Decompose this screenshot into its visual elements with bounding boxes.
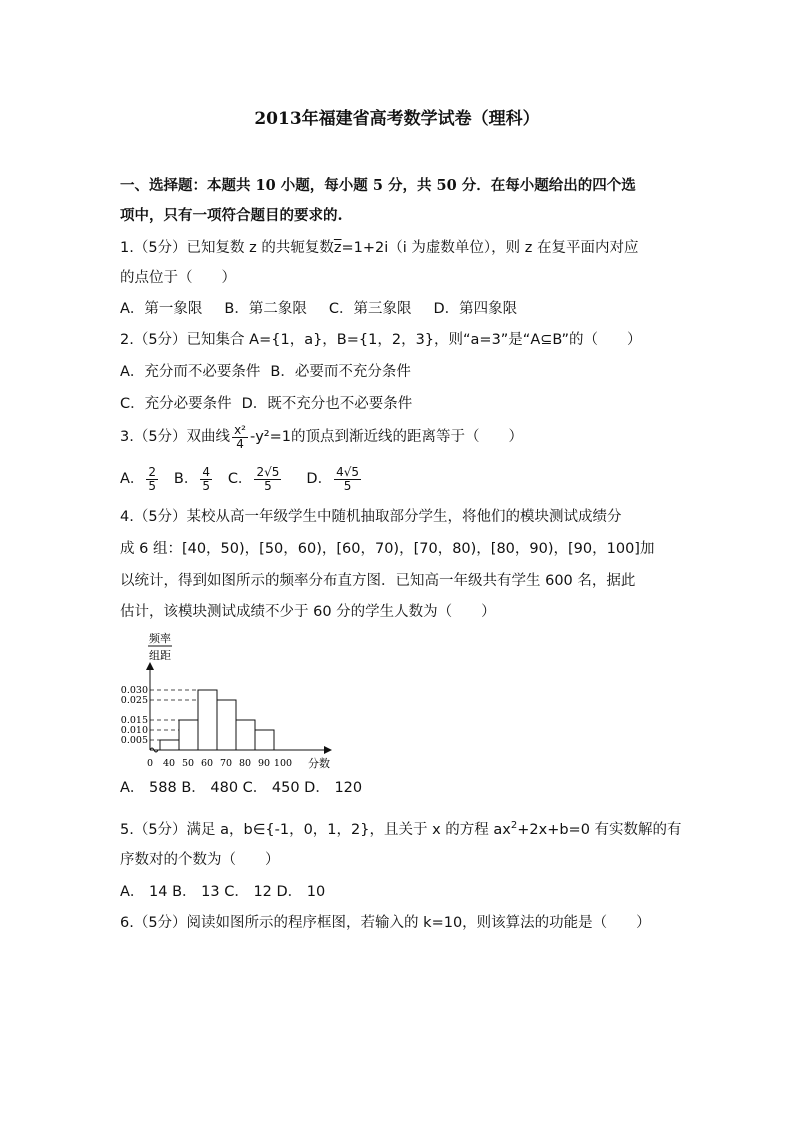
q1-option-b: B．第二象限 [224, 301, 307, 317]
x-origin-label: 0 [146, 758, 154, 769]
q4-line2: 成 6 组：[40，50)，[50，60)，[60，70)，[70，80)，[80，90)，[90，100]加 [120, 541, 655, 557]
xtick-label: 70 [219, 758, 233, 769]
q6-line1: 6.（5分）阅读如图所示的程序框图，若输入的 k=10，则该算法的功能是（ ） [120, 915, 651, 931]
q3-fraction: $\frac{\text{x²}}{4}$ [234, 422, 246, 451]
q1-options [120, 299, 539, 319]
q3-option-c: C． $\frac{2√5}{5}$ [227, 464, 280, 493]
q3-option-d: D． $\frac{4√5}{5}$ [306, 464, 359, 493]
ytick-label: 0.030 [120, 685, 148, 696]
q4-line4: 估计，该模块测试成绩不少于 60 分的学生人数为（ ） [120, 604, 496, 620]
ytick-label: 0.010 [120, 725, 148, 736]
frequency-histogram [112, 628, 342, 776]
q4-options: A． 588 B． 480 C． 450 D． 120 [120, 780, 363, 796]
ylabel-bottom: 组距 [149, 649, 171, 662]
ylabel-top: 频率 [149, 632, 171, 645]
xtick-label: 60 [200, 758, 214, 769]
q5-options: A． 14 B． 13 C． 12 D． 10 [120, 884, 326, 900]
xtick-label: 40 [162, 758, 176, 769]
histogram-bar [255, 730, 274, 750]
q4-line3: 以统计，得到如图所示的频率分布直方图．已知高一年级共有学生 600 名，据此 [120, 573, 636, 589]
y-axis-arrow [146, 662, 154, 670]
page-title: 2013年福建省高考数学试卷（理科） [254, 109, 540, 129]
section-heading-line1: 一、选择题：本题共 10 小题，每小题 5 分，共 50 分．在每小题给出的四个选 [120, 177, 636, 194]
q1-option-a: A．第一象限 [120, 301, 203, 317]
q3-line1: 3.（5分）双曲线 $\frac{\text{x²}}{4}$ -y²=1的顶点到渐近线的距离等于（ ） [120, 422, 523, 451]
q2-option-c: C．充分必要条件 [120, 396, 232, 412]
q3-options [120, 462, 363, 496]
q5-line1: 5.（5分）满足 a，b∈{-1，0，1，2}，且关于 x 的方程 $ax^2+2x+b=0$ 有实数解的有 [120, 820, 682, 838]
q2-option-b: B．必要而不充分条件 [270, 364, 411, 380]
q3-option-b: B． $\frac{4}{5}$ [173, 464, 210, 493]
q1-line1: 1.（5分）已知复数 z 的共轭复数$\overline{z}=1+2i(i$ 为虚数单位），则 z 在复平面内对应 [120, 240, 639, 256]
ytick-label: 0.005 [120, 735, 148, 746]
x-axis-arrow [324, 746, 332, 754]
histogram-bar [179, 720, 198, 750]
q4-line1: 4.（5分）某校从高一年级学生中随机抽取部分学生，将他们的模块测试成绩分 [120, 509, 622, 525]
xtick-label: 80 [238, 758, 252, 769]
ytick-label: 0.025 [120, 695, 148, 706]
histogram-bar [217, 700, 236, 750]
q2-options-row1 [120, 362, 433, 382]
q1-option-d: D．第四象限 [433, 301, 518, 317]
q5-line2: 序数对的个数为（ ） [120, 852, 280, 868]
section-heading-line2: 项中，只有一项符合题目的要求的. [120, 207, 343, 224]
q2-option-a: A．充分而不必要条件 [120, 364, 261, 380]
q1-option-c: C．第三象限 [328, 301, 412, 317]
histogram-bar [198, 690, 217, 750]
q2-option-d: D．既不充分也不必要条件 [241, 396, 413, 412]
ytick-label: 0.015 [120, 715, 148, 726]
xtick-label: 90 [257, 758, 271, 769]
q1-line2: 的点位于（ ） [120, 270, 236, 286]
x-axis-label: 分数 [308, 757, 330, 770]
histogram-bar [236, 720, 255, 750]
xtick-label: 100 [273, 758, 293, 769]
q2-line1: 2.（5分）已知集合 A={1，a}，B={1，2，3}，则“a=3”是“A⊆B”的（ ） [120, 332, 642, 348]
histogram-bar [160, 740, 179, 750]
xtick-label: 50 [181, 758, 195, 769]
q2-options-row2 [120, 394, 434, 414]
q3-option-a: A． $\frac{2}{5}$ [120, 464, 157, 493]
z-conjugate: $\overline{z}$ [333, 240, 342, 256]
